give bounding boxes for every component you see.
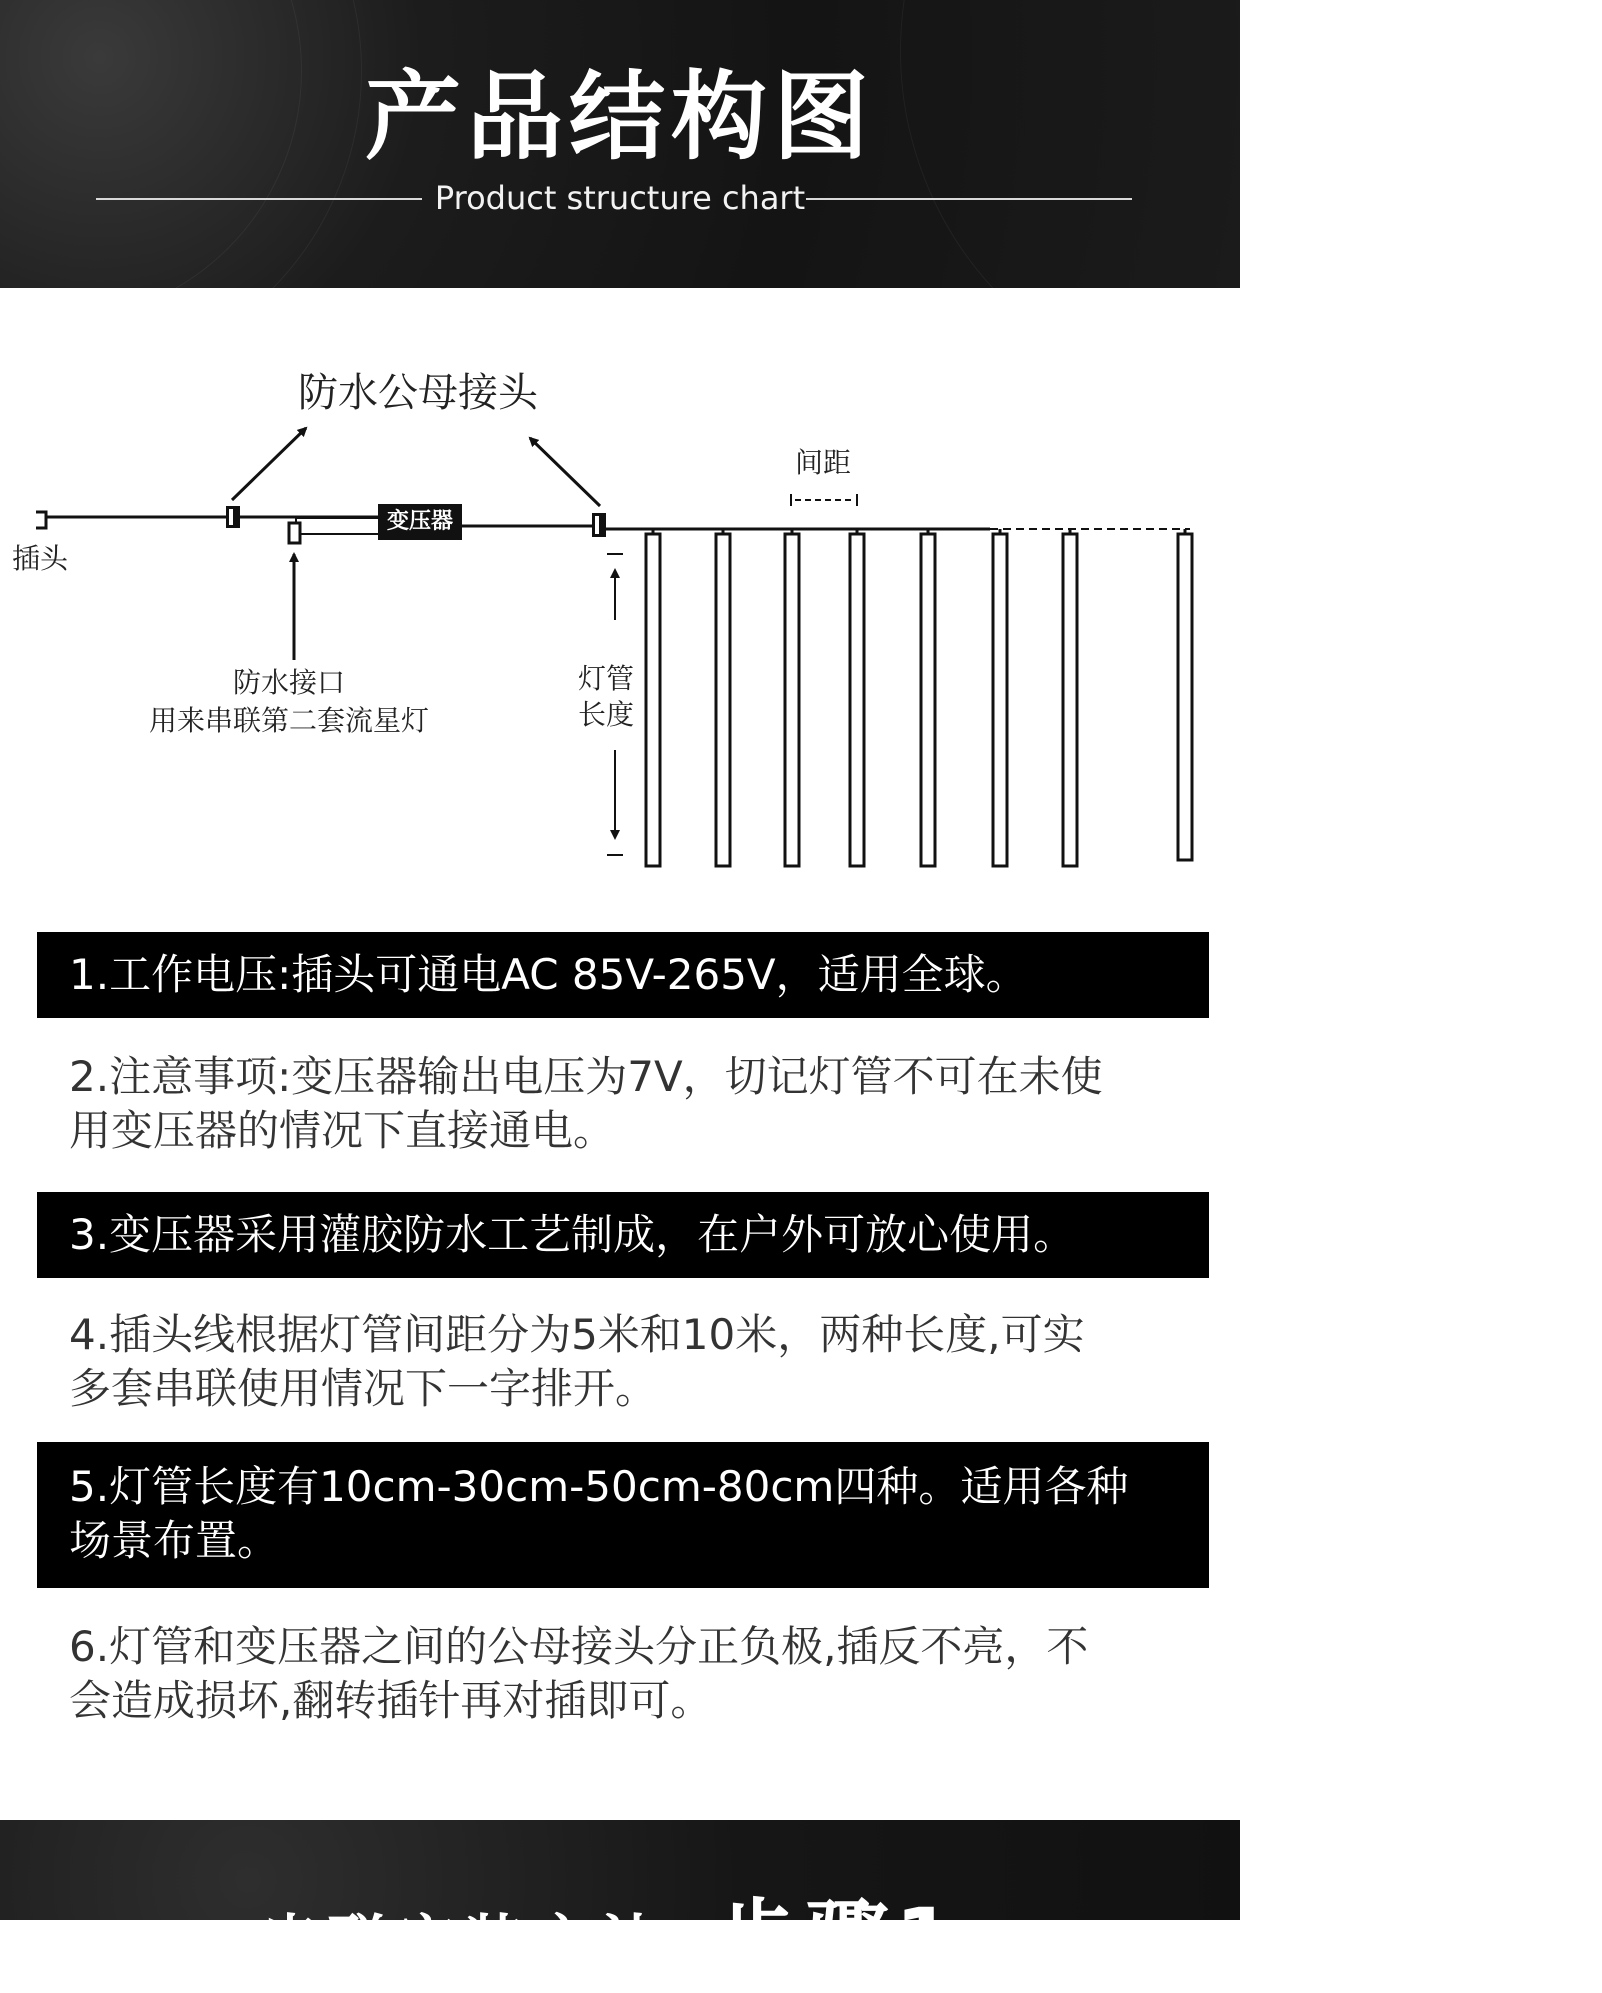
note-1 (37, 932, 1209, 1018)
arrow-icon (232, 428, 306, 500)
note-4 (37, 1308, 1209, 1426)
port-label-line2: 用来串联第二套流星灯 (148, 704, 429, 737)
note-line: 2.注意事项:变压器输出电压为7V，切记灯管不可在未使 (69, 1052, 1103, 1101)
light-tube (850, 534, 864, 866)
light-tube (921, 534, 935, 866)
note-line: 1.工作电压:插头可通电AC 85V-265V，适用全球。 (69, 950, 1028, 999)
structure-diagram (0, 330, 1240, 890)
spacing-label: 间距 (795, 446, 852, 479)
next-section-title: 串联安装方法 (260, 1909, 668, 1979)
tube-group (646, 529, 1192, 866)
connector-label: 防水公母接头 (298, 370, 538, 416)
port-branch-cable (296, 518, 380, 534)
note-line: 3.变压器采用灌胶防水工艺制成，在户外可放心使用。 (69, 1210, 1076, 1259)
light-tube (716, 534, 730, 866)
arrow-icon (530, 438, 600, 506)
light-tube (993, 534, 1007, 866)
note-6 (37, 1620, 1209, 1738)
note-line: 会造成损坏,翻转插针再对插即可。 (69, 1676, 713, 1725)
header-banner (0, 0, 1240, 288)
note-line: 用变压器的情况下直接通电。 (69, 1106, 616, 1155)
page-title: 产品结构图 (365, 61, 875, 173)
port-label-line1: 防水接口 (232, 666, 345, 699)
light-tube (1178, 534, 1192, 860)
note-line: 4.插头线根据灯管间距分为5米和10米，两种长度,可实 (69, 1310, 1085, 1359)
diagram-drawing (0, 330, 1240, 890)
note-5 (37, 1442, 1209, 1588)
next-section-banner (0, 1820, 1240, 1988)
note-3 (37, 1192, 1209, 1278)
plug-label: 插头 (12, 542, 69, 575)
next-section-step: 步骤1 (715, 1890, 960, 1988)
note-2 (37, 1050, 1209, 1168)
light-tube (1063, 534, 1077, 866)
page-subtitle: Product structure chart (434, 179, 806, 217)
title-rule-right (806, 198, 1132, 200)
note-line: 多套串联使用情况下一字排开。 (69, 1364, 658, 1413)
note-line: 6.灯管和变压器之间的公母接头分正负极,插反不亮，不 (69, 1622, 1089, 1671)
light-tube (646, 534, 660, 866)
tube-length-label-line2: 长度 (578, 698, 635, 731)
note-line: 场景布置。 (69, 1516, 280, 1565)
note-line: 5.灯管长度有10cm-30cm-50cm-80cm四种。适用各种 (69, 1462, 1129, 1511)
transformer-box: 变压器 (378, 504, 462, 540)
waterproof-port-icon (289, 523, 300, 543)
plug-icon (36, 512, 46, 528)
tube-length-label-line1: 灯管 (578, 662, 635, 695)
light-tube (785, 534, 799, 866)
